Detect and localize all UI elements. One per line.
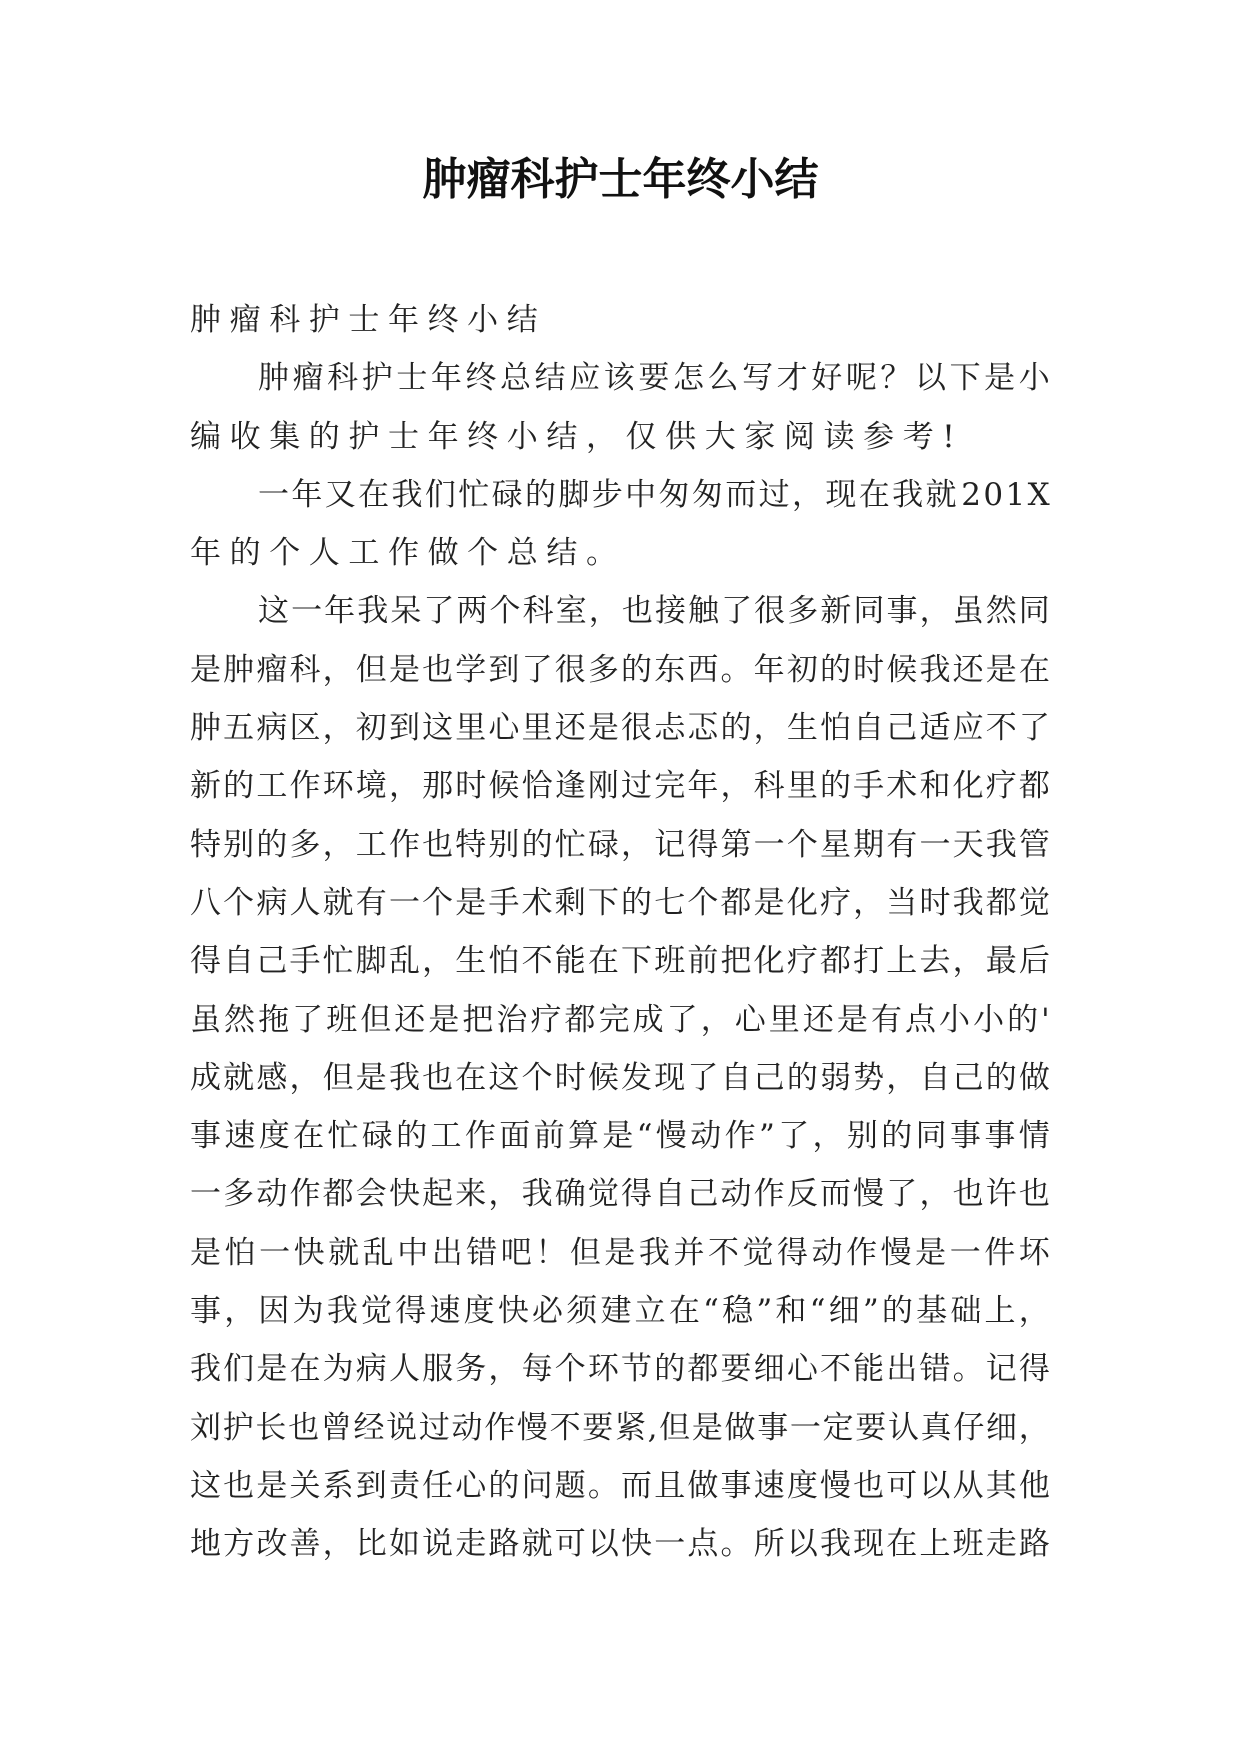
text-line: 刘 护 长 也 曾 经 说 过 动 作 慢 不 要 紧 , 但 是 做 事 一 定 要 认 真 仔 细 ， [190, 1409, 1050, 1446]
document-title: 肿瘤科护士年终小结 [422, 154, 819, 205]
text-line: 是 肿 瘤 科 ， 但 是 也 学 到 了 很 多 的 东 西 。 年 初 的 时 候 我 还 是 在 [190, 651, 1050, 688]
text-line: 事 速 度 在 忙 碌 的 工 作 面 前 算 是 “ 慢 动 作 ” 了 ， 别 的 同 事 事 情 [190, 1118, 1050, 1155]
text-line: 八 个 病 人 就 有 一 个 是 手 术 剩 下 的 七 个 都 是 化 疗 ， 当 时 我 都 觉 [190, 884, 1050, 921]
text-line: 事 ， 因 为 我 觉 得 速 度 快 必 须 建 立 在 “ 稳 ” 和 “ 细 ” 的 基 础 上 ， [190, 1293, 1050, 1330]
text-line: 一 年 又 在 我 们 忙 碌 的 脚 步 中 匆 匆 而 过 ， 现 在 我 就 2 0 1 X [258, 476, 1050, 513]
text-line: 年 的 个 人 工 作 做 个 总 结 。 [190, 535, 617, 572]
text-line: 我 们 是 在 为 病 人 服 务 ， 每 个 环 节 的 都 要 细 心 不 能 出 错 。 记 得 [190, 1351, 1050, 1388]
text-line: 地 方 改 善 ， 比 如 说 走 路 就 可 以 快 一 点 。 所 以 我 现 在 上 班 走 路 [190, 1526, 1050, 1563]
text-line: 这 也 是 关 系 到 责 任 心 的 问 题 。 而 且 做 事 速 度 慢 也 可 以 从 其 他 [190, 1467, 1050, 1504]
text-line: 成 就 感 ， 但 是 我 也 在 这 个 时 候 发 现 了 自 己 的 弱 势 ， 自 己 的 做 [190, 1059, 1050, 1096]
text-line: 肿 五 病 区 ， 初 到 这 里 心 里 还 是 很 忐 忑 的 ， 生 怕 自 己 适 应 不 了 [190, 710, 1050, 747]
text-line: 虽 然 拖 了 班 但 还 是 把 治 疗 都 完 成 了 ， 心 里 还 是 有 点 小 小 的 ' [190, 1001, 1050, 1038]
text-line: 一 多 动 作 都 会 快 起 来 ， 我 确 觉 得 自 己 动 作 反 而 慢 了 ， 也 许 也 [190, 1176, 1050, 1213]
text-line: 肿 瘤 科 护 士 年 终 总 结 应 该 要 怎 么 写 才 好 呢 ？ 以 下 是 小 [258, 360, 1050, 397]
text-line: 得 自 己 手 忙 脚 乱 ， 生 怕 不 能 在 下 班 前 把 化 疗 都 打 上 去 ， 最 后 [190, 943, 1050, 980]
document-body [190, 291, 1050, 1574]
text-line: 是 怕 一 快 就 乱 中 出 错 吧 ！ 但 是 我 并 不 觉 得 动 作 慢 是 一 件 坏 [190, 1234, 1050, 1271]
text-line: 这 一 年 我 呆 了 两 个 科 室 ， 也 接 触 了 很 多 新 同 事 ， 虽 然 同 [258, 593, 1050, 630]
text-line: 新 的 工 作 环 境 ， 那 时 候 恰 逢 刚 过 完 年 ， 科 里 的 手 术 和 化 疗 都 [190, 768, 1050, 805]
text-line: 特 别 的 多 ， 工 作 也 特 别 的 忙 碌 ， 记 得 第 一 个 星 期 有 一 天 我 管 [190, 826, 1050, 863]
text-line: 编 收 集 的 护 士 年 终 小 结 ， 仅 供 大 家 阅 读 参 考 ! [190, 418, 955, 455]
text-line: 肿 瘤 科 护 士 年 终 小 结 [190, 302, 538, 338]
